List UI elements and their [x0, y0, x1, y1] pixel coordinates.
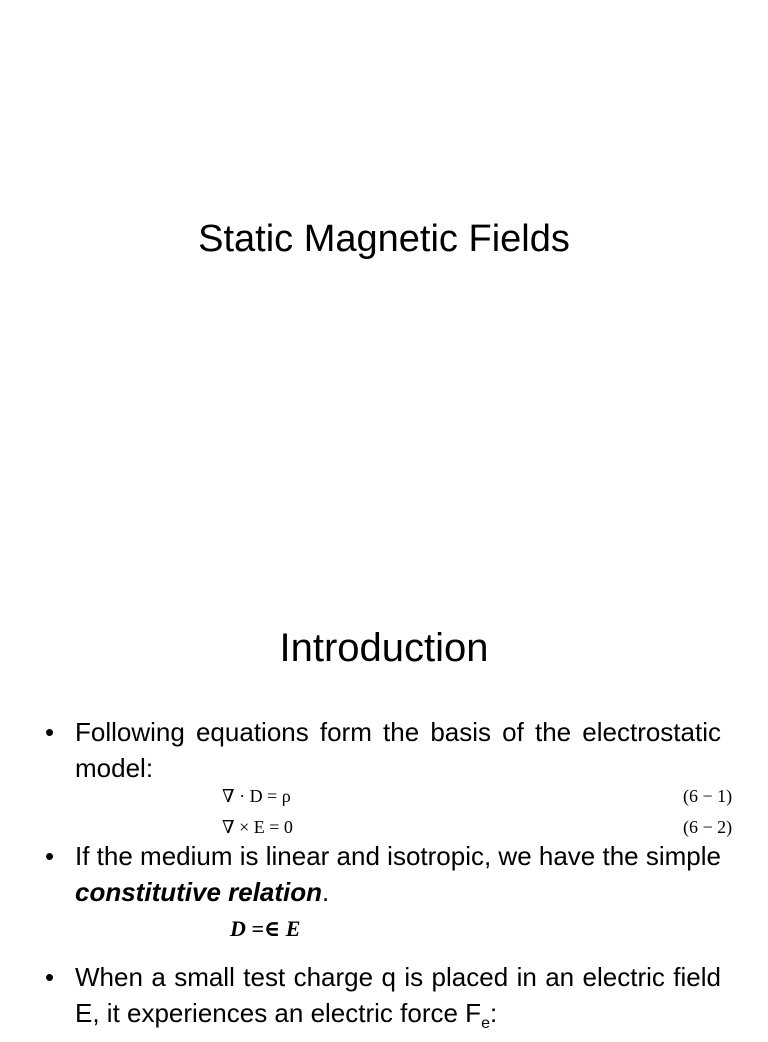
slide-title: Static Magnetic Fields [198, 218, 570, 260]
bullet-item [45, 838, 721, 910]
bullet-text: Following equations form the basis of the electrostatic model: [75, 717, 721, 783]
bullet-text-part: If the medium is linear and isotropic, we have the simple [75, 841, 721, 871]
equation-curl: ∇ × E = 0 [222, 817, 293, 837]
bullet-icon: • [45, 841, 55, 871]
equation-number: (6 − 1) [683, 786, 733, 806]
bullet-icon: • [45, 962, 55, 992]
bullet-text [75, 838, 721, 910]
subscript: e [481, 1015, 490, 1033]
constitutive-equation: D =∈ E [230, 916, 301, 941]
bullet-text-part: . [322, 877, 330, 907]
bullet-icon: • [45, 717, 55, 747]
bullet-text-part: When a small test charge q is placed in an electric field E, it experiences an electric force F [75, 962, 721, 1028]
bullet-text [75, 959, 721, 1042]
equation-number: (6 − 2) [683, 817, 733, 837]
bullet-item [45, 714, 721, 786]
slide-heading: Introduction [279, 626, 489, 670]
slide-2 [0, 576, 768, 1033]
bullet-text-part: : [489, 998, 498, 1028]
emphasis-text: constitutive relation [75, 877, 323, 907]
equation-divergence: ∇ · D = ρ [222, 786, 291, 806]
bullet-item [45, 959, 721, 1042]
